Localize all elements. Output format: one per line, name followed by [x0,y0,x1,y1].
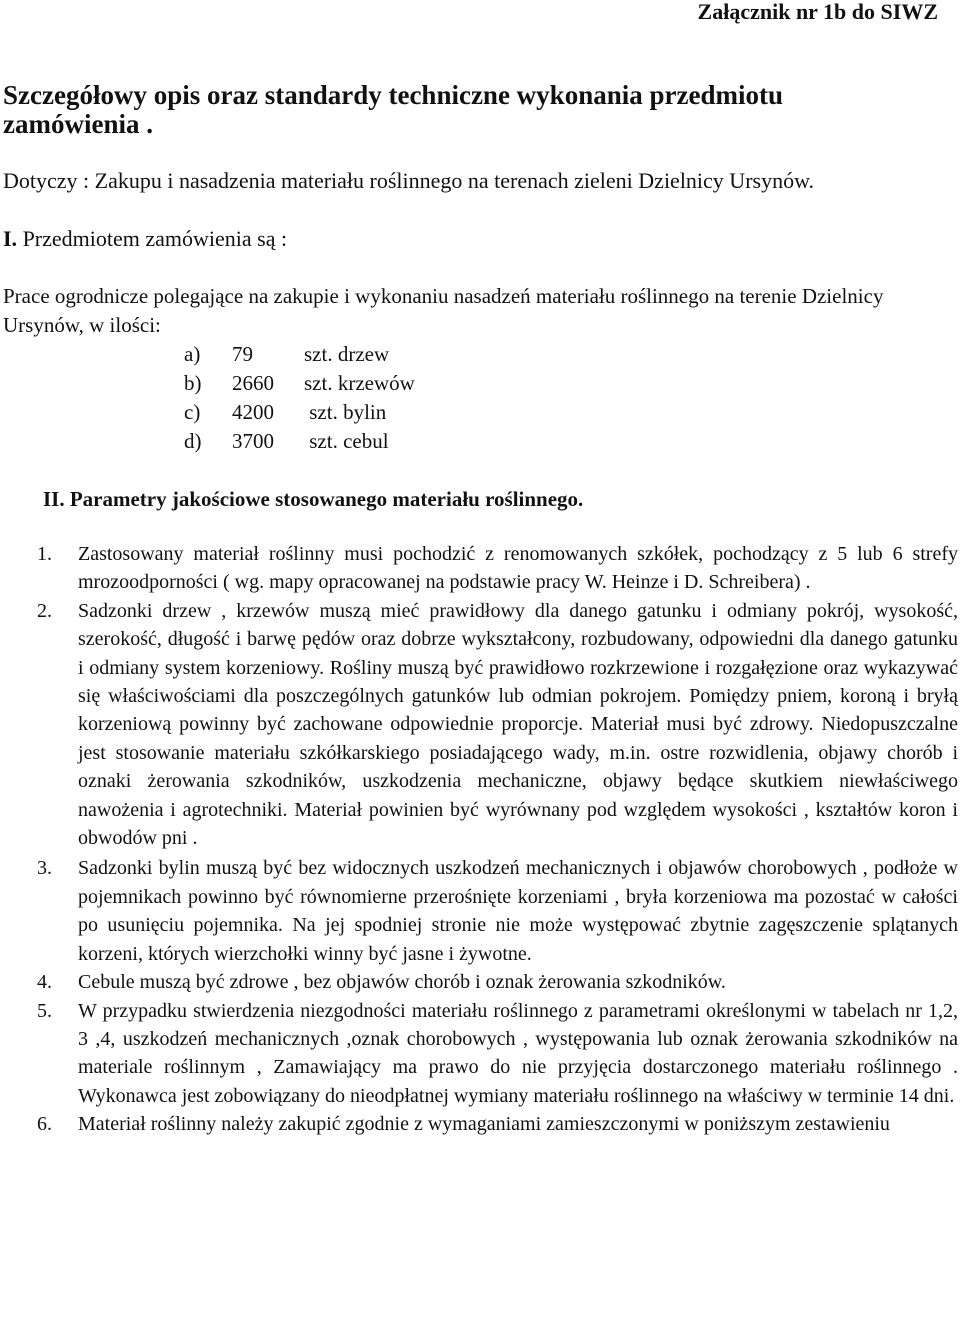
document-title: Szczegółowy opis oraz standardy techniczne wykonania przedmiotu zamówienia . [3,80,783,139]
quantity-value: 3700 [232,429,274,453]
quantity-value: 2660 [232,371,274,395]
quantity-unit: szt. drzew [304,342,390,366]
concerns-line: Dotyczy : Zakupu i nasadzenia materiału roślinnego na terenach zieleni Dzielnicy Ursynów. [3,168,815,193]
point-number: 3. [37,857,52,880]
section-1-title: Przedmiotem zamówienia są : [22,226,288,251]
point-number: 1. [37,543,52,565]
list-item [37,597,958,853]
quantity-item [184,340,415,369]
quantity-label: d) [184,429,202,453]
quantity-value: 79 [232,342,253,366]
point-text: Sadzonki drzew , krzewów muszą mieć prawidłowy dla danego gatunku i odmiany pokrój, wysokość, szerokość, długość i barwę pędów oraz dobrze wykształcony, rozbudowany, odpowiedni dla danego gatunku i odmiany system korzeniowy. Rośliny muszą być prawidłowo rozkrzewione i rozgałęzione oraz wykazywać się właściwościami dla poszczególnych gatunków lub odmian pokrojem. Pomiędzy pniem, koroną i bryłą korzeniową powinny być zachowane odpowiednie proporcje. Materiał musi być zdrowy. Niedopuszczalne jest stosowanie materiału szkółkarskiego posiadającego wady, m.in. ostre rozwidlenia, objawy chorób i oznaki żerowania szkodników, uszkodzenia mechaniczne, objawy będące skutkiem niewłaściwego nawożenia i agrotechniki. Materiał powinien być wyrównany pod względem wysokości , kształtów koron i obwodów pni . [78,599,958,850]
quantity-unit: szt. krzewów [304,371,415,395]
list-item [37,1110,958,1138]
quantity-value: 4200 [232,400,274,424]
list-item [37,854,958,968]
point-text: Cebule muszą być zdrowe , bez objawów chorób i oznak żerowania szkodników. [78,971,726,994]
point-text: Materiał roślinny należy zakupić zgodnie z wymaganiami zamieszczonymi w poniższym zestawieniu [78,1113,890,1136]
quantity-unit: szt. bylin [304,400,387,424]
quantity-list [184,340,415,456]
quantity-label: a) [184,342,201,366]
quality-points-list [37,540,958,1139]
quantity-label: b) [184,371,202,395]
point-text: Sadzonki bylin muszą być bez widocznych uszkodzeń mechanicznych i objawów chorobowych , podłoże w pojemnikach powinno być równomierne przerośnięte korzeniami , bryła korzeniowa ma pozostać w całości po usunięciu pojemnika. Na jej spodniej stronie nie może występować zbytnie zagęszczenie splątanych korzeni, których wierzchołki winny być jasne i żywotne. [78,857,958,965]
point-number: 4. [37,971,52,994]
quantity-item [184,398,415,427]
quantity-unit: szt. cebul [304,429,389,453]
section-2-heading: II. Parametry jakościowe stosowanego materiału roślinnego. [43,487,584,511]
point-number: 5. [37,999,52,1022]
point-number: 6. [37,1113,52,1136]
section-1-intro: Prace ogrodnicze polegające na zakupie i wykonaniu nasadzeń materiału roślinnego na terenie Dzielnicy Ursynów, w ilości: [3,284,884,337]
annex-label: Załącznik nr 1b do SIWZ [697,0,938,24]
point-number: 2. [37,599,52,622]
quantity-label: c) [184,400,201,424]
list-item [37,540,958,597]
quantity-item [184,427,415,456]
list-item [37,968,958,996]
section-1-number: I. [3,226,18,251]
quantity-item [184,369,415,398]
point-text: Zastosowany materiał roślinny musi pochodzić z renomowanych szkółek, pochodzący z 5 lub 6 strefy mrozoodporności ( wg. mapy opracowanej na podstawie pracy W. Heinze i D. Schreibera) . [78,543,958,594]
point-text: W przypadku stwierdzenia niezgodności materiału roślinnego z parametrami określonymi w tabelach nr 1,2, 3 ,4, uszkodzeń mechanicznych ,oznak chorobowych , występowania lub oznak żerowania szkodników na materiale roślinnym , Zamawiający ma prawo do nie przyjęcia dostarczonego materiału roślinnego . Wykonawca jest zobowiązany do nieodpłatnej wymiany materiału roślinnego na właściwy w terminie 14 dni. [78,999,958,1107]
list-item [37,997,958,1111]
section-1-heading [3,226,287,252]
